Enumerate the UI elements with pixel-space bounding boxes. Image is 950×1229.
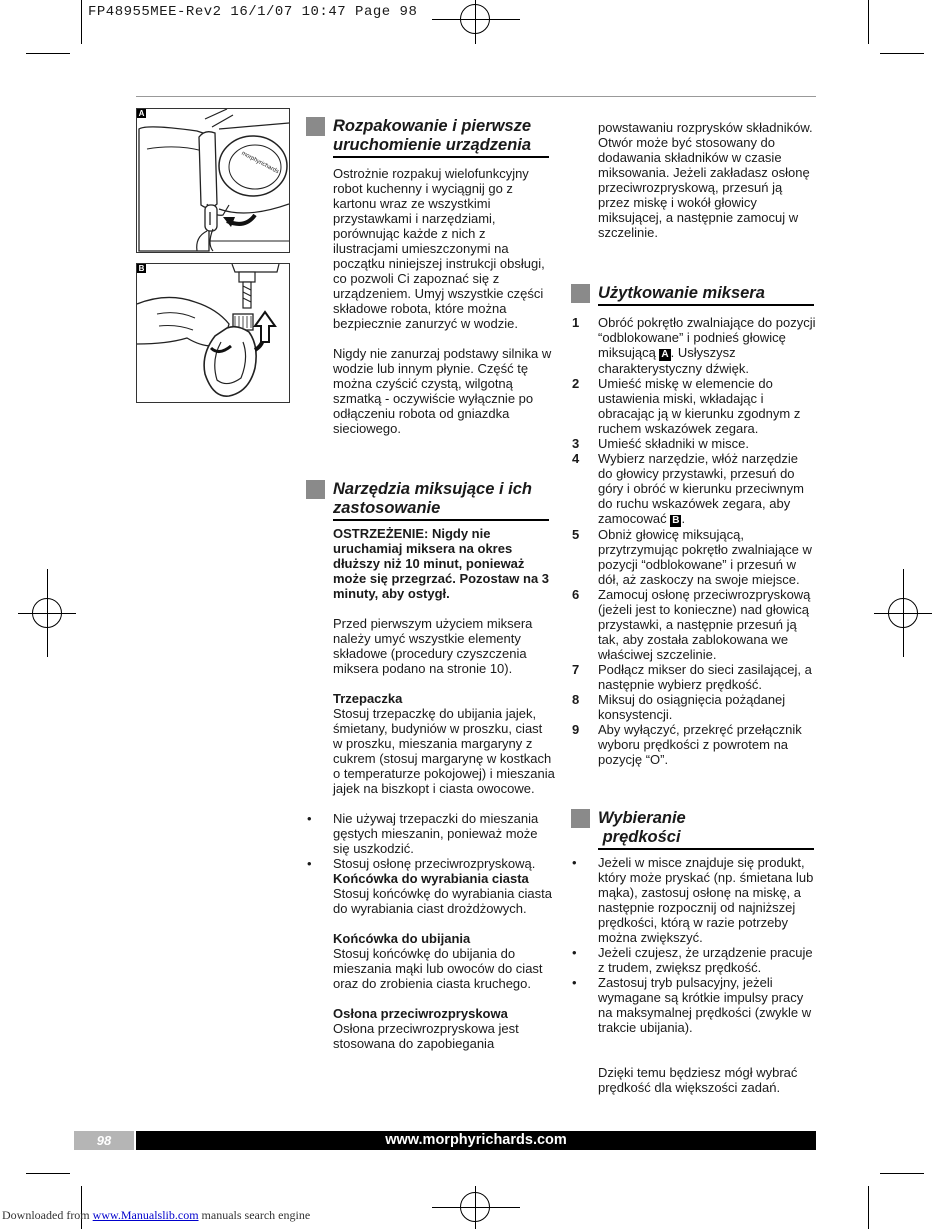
list-item: • Stosuj osłonę przeciwrozpryskową. [307, 856, 536, 871]
manualslib-link[interactable]: www.Manualslib.com [92, 1208, 199, 1222]
tool-fitting-illustration [137, 264, 289, 402]
heading-using-mixer-text: Użytkowanie miksera [598, 284, 765, 302]
motor-base-paragraph: Nigdy nie zanurzaj podstawy silnika w wodzie lub innym płynie. Część tę można czyścić czystą, wilgotną szmatką - oczywiście wyłącznie po odłączeniu robota od gniazdka sieciowego. [333, 346, 552, 436]
dough-hook-title: Końcówka do wyrabiania ciasta [333, 871, 529, 886]
whisk-text: Stosuj trzepaczkę do ubijania jajek, śmietany, budyniów w proszku, ciast w proszku, mieszania margaryny z cukrem (stosuj margarynę w kostkach o temperaturze pokojowej) i mieszania jajek na biszkopt i ciasta owocowe. [333, 706, 555, 796]
beater-text: Stosuj końcówkę do ubijania do mieszania mąki lub owoców do ciast oraz do zrobienia ciasta kruchego. [333, 946, 543, 991]
steps-list [572, 315, 816, 767]
step-number: 9 [572, 722, 580, 737]
list-item: • Zastosuj tryb pulsacyjny, jeżeli wymagane są krótkie impulsy pracy na maksymalnej prędkości (zwykle w trakcie ubijania). [572, 975, 812, 1035]
step-number: 1 [572, 315, 580, 330]
heading-speed-line1: Wybieranie [598, 809, 686, 827]
step-number: 6 [572, 587, 580, 602]
footer-url: www.morphyrichards.com [136, 1131, 816, 1150]
heading-square-icon [571, 809, 590, 828]
whisk-bullets [307, 811, 555, 871]
step-item: 9 Aby wyłączyć, przekręć przełącznik wyboru prędkości z powrotem na pozycję “O”. [572, 722, 802, 767]
heading-square-icon [306, 480, 325, 499]
list-item: • Nie używaj trzepaczki do mieszania gęstych mieszanin, ponieważ może się uszkodzić. [307, 811, 539, 856]
warning-paragraph: OSTRZEŻENIE: Nigdy nie uruchamiaj miksera na okres dłuższy niż 10 minut, ponieważ może się przegrzać. Pozostaw na 3 minuty, aby ostygł. [333, 526, 550, 601]
speed-bullets [572, 855, 816, 1035]
heading-speed-line2: prędkości [598, 828, 681, 846]
unpacking-paragraph: Ostrożnie rozpakuj wielofunkcyjny robot kuchenny i wyciągnij go z kartonu wraz ze wszystkimi przystawkami i narzędziami, porównując każde z nich z ilustracjami umieszczonymi na początku niniejszej instrukcji obsługi, co pozwoli Ci zapoznać się z urządzeniem. Umyj wszystkie części składowe robota, które można bezpiecznie zanurzyć w wodzie. [333, 166, 545, 331]
figure-b-fitting-tool [136, 263, 290, 403]
heading-square-icon [571, 284, 590, 303]
splash-guard-title: Osłona przeciwrozpryskowa [333, 1006, 508, 1021]
closing-paragraph: Dzięki temu będziesz mógł wybrać prędkość dla większości zadań. [598, 1065, 798, 1095]
step-item: 1 Obróć pokrętło zwalniające do pozycji “odblokowane” i podnieś głowicę miksującą A . Usłyszysz charakterystyczny dźwięk. [572, 315, 816, 376]
svg-text:morphyrichards: morphyrichards [240, 150, 280, 176]
figure-b-label: B [138, 264, 145, 273]
top-rule [136, 96, 816, 97]
heading-mixing-tools-line2: zastosowanie [333, 499, 441, 517]
splash-guard-continued: powstawaniu rozprysków składników. Otwór może być stosowany do dodawania składników w czasie miksowania. Jeżeli zakładasz osłonę przeciwrozpryskową, przesuń ją przez miskę i wokół głowicy miksującej, a następnie zamocuj w szczelinie. [598, 120, 813, 240]
step-item: 5 Obniż głowicę miksującą, przytrzymując pokrętło zwalniające w pozycji “odblokowane” i przesuń w dół, aż zaskoczy na swoje miejsce. [572, 527, 812, 587]
step-item: 2 Umieść miskę w elemencie do ustawienia miski, wkładając i obracając ją w kierunku zgodnym z ruchem wskazówek zegara. [572, 376, 801, 436]
heading-unpacking-line1: Rozpakowanie i pierwsze [333, 117, 532, 135]
step-number: 2 [572, 376, 580, 391]
step-item: 3 Umieść składniki w misce. [572, 436, 749, 451]
heading-unpacking [333, 117, 549, 158]
mixer-head-illustration [137, 109, 289, 252]
heading-unpacking-line2: uruchomienie urządzenia [333, 136, 532, 154]
dough-hook-text: Stosuj końcówkę do wyrabiania ciasta do wyrabiania ciast drożdżowych. [333, 886, 552, 916]
speed-block [572, 855, 816, 1095]
step-number: 3 [572, 436, 580, 451]
heading-speed-selection [598, 809, 814, 850]
step-number: 8 [572, 692, 580, 707]
list-item: • Jeżeli w misce znajduje się produkt, który może pryskać (np. śmietana lub mąka), zastosuj osłonę na miskę, a następnie rozpocznij od najniższej prędkości, którą w razie potrzeby można zwiększyć. [572, 855, 814, 945]
whisk-title: Trzepaczka [333, 691, 403, 706]
column-1-block-b [307, 526, 555, 1051]
first-use-paragraph: Przed pierwszym użyciem miksera należy umyć wszystkie elementy składowe (procedury czyszczenia miksera podano na stronie 10). [333, 616, 533, 676]
beater-title: Końcówka do ubijania [333, 931, 471, 946]
step-number: 7 [572, 662, 580, 677]
page-number: 98 [74, 1131, 134, 1150]
heading-mixing-tools-line1: Narzędzia miksujące i ich [333, 480, 533, 498]
figure-a-mixer-head [136, 108, 290, 253]
splash-guard-text: Osłona przeciwrozpryskowa jest stosowana do zapobiegania [333, 1021, 519, 1051]
step-item: 7 Podłącz mikser do sieci zasilającej, a następnie wybierz prędkość. [572, 662, 812, 692]
heading-square-icon [306, 117, 325, 136]
step-item: 4 Wybierz narzędzie, włóż narzędzie do głowicy przystawki, przesuń do góry i obróć w kierunku przeciwnym do ruchu wskazówek zegara, aby zamocować B . [572, 451, 804, 526]
column-1-block-a [333, 166, 553, 451]
step-number: 5 [572, 527, 580, 542]
download-note: Downloaded from www.Manualslib.com manuals search engine [2, 1208, 311, 1222]
figure-ref-badge: A [661, 349, 669, 360]
step-number: 4 [572, 451, 580, 466]
list-item: • Jeżeli czujesz, że urządzenie pracuje z trudem, zwiększ prędkość. [572, 945, 813, 975]
figure-a-label: A [138, 109, 145, 118]
print-slug: FP48955MEE-Rev2 16/1/07 10:47 Page 98 [88, 4, 418, 20]
heading-mixing-tools [333, 480, 549, 521]
usage-steps [572, 315, 816, 767]
heading-using-mixer [598, 284, 814, 306]
step-item: 8 Miksuj do osiągnięcia pożądanej konsystencji. [572, 692, 786, 722]
figure-ref-badge: B [672, 515, 680, 526]
step-item: 6 Zamocuj osłonę przeciwrozpryskową (jeżeli jest to konieczne) nad głowicą przystawki, a następnie przesuń ją tak, aby została zablokowana we właściwej szczelinie. [572, 587, 811, 662]
